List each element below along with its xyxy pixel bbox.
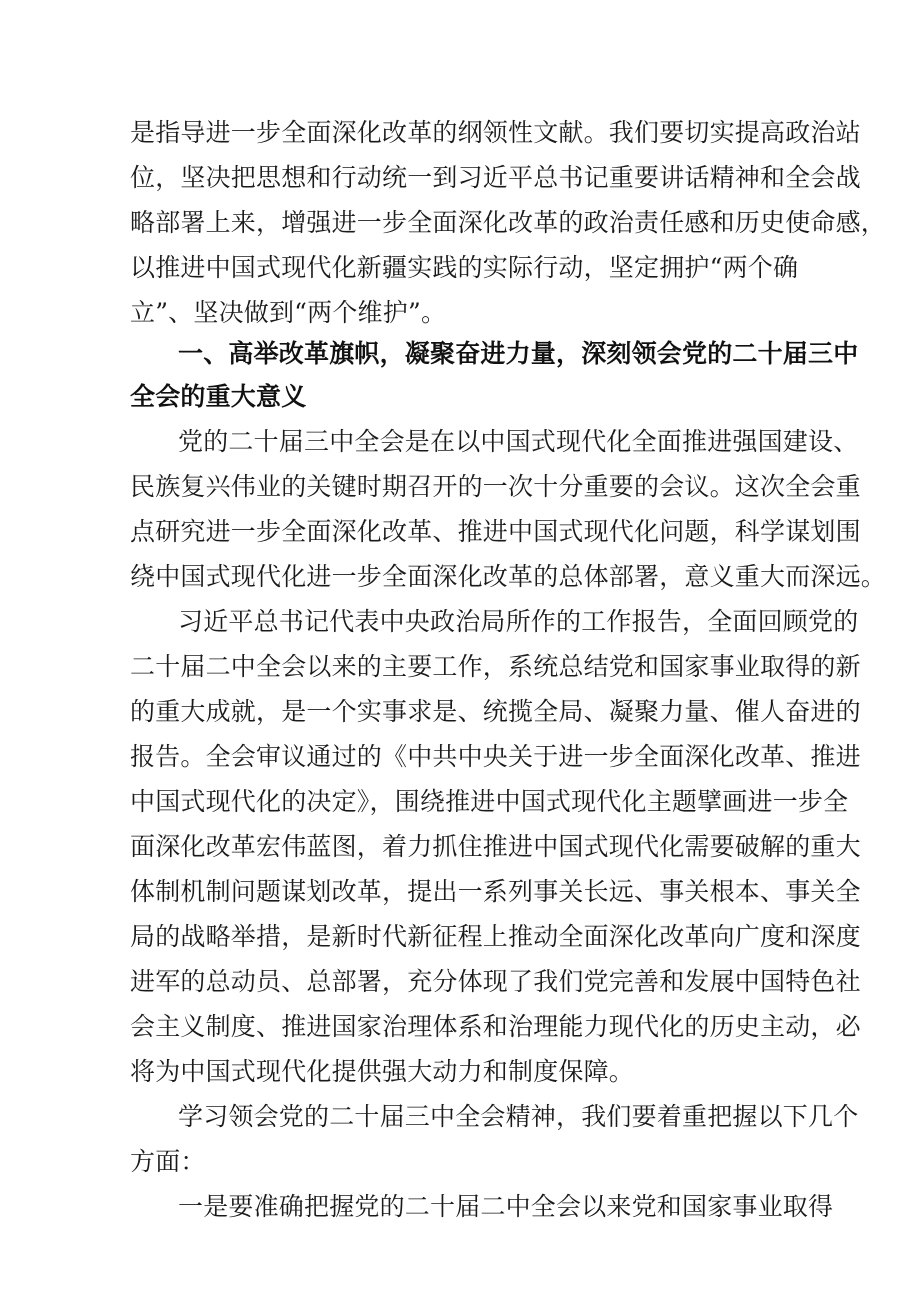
paragraph-2-line-10: 会主义制度、推进国家治理体系和治理能力现代化的历史主动，必 [130,1012,861,1041]
paragraph-2-line-4: 报告。全会审议通过的《中共中央关于进一步全面深化改革、推进 [130,742,861,771]
intro-line-2: 位，坚决把思想和行动统一到习近平总书记重要讲话精神和全会战 [130,163,861,192]
paragraph-4-line-1: 一是要准确把握党的二十届二中全会以来党和国家事业取得 [178,1192,834,1221]
paragraph-2-line-9: 进军的总动员、总部署，充分体现了我们党完善和发展中国特色社 [130,967,861,996]
paragraph-2-line-1: 习近平总书记代表中央政治局所作的工作报告，全面回顾党的 [178,607,859,636]
section-heading-line-2: 全会的重大意义 [130,382,307,411]
intro-line-1: 是指导进一步全面深化改革的纲领性文献。我们要切实提高政治站 [130,118,861,147]
intro-line-5: 立”、坚决做到“两个维护”。 [130,298,447,327]
paragraph-2-line-8: 局的战略举措，是新时代新征程上推动全面深化改革向广度和深度 [130,922,861,951]
paragraph-2-line-11: 将为中国式现代化提供强大动力和制度保障。 [130,1057,635,1086]
intro-line-4: 以推进中国式现代化新疆实践的实际行动，坚定拥护“两个确 [130,253,799,282]
paragraph-1-line-4: 绕中国式现代化进一步全面深化改革的总体部署，意义重大而深远。 [130,562,887,591]
paragraph-2-line-3: 的重大成就，是一个实事求是、统揽全局、凝聚力量、催人奋进的 [130,697,861,726]
paragraph-1-line-3: 点研究进一步全面深化改革、推进中国式现代化问题，科学谋划围 [130,517,861,546]
paragraph-1-line-2: 民族复兴伟业的关键时期召开的一次十分重要的会议。这次全会重 [130,472,861,501]
paragraph-2-line-2: 二十届二中全会以来的主要工作，系统总结党和国家事业取得的新 [130,652,861,681]
paragraph-2-line-6: 面深化改革宏伟蓝图，着力抓住推进中国式现代化需要破解的重大 [130,832,861,861]
paragraph-2-line-5: 中国式现代化的决定》，围绕推进中国式现代化主题擘画进一步全 [130,787,849,816]
paragraph-3-line-1: 学习领会党的二十届三中全会精神，我们要着重把握以下几个 [178,1102,859,1131]
section-heading-line-1: 一、高举改革旗帜，凝聚奋进力量，深刻领会党的二十届三中 [178,339,859,368]
paragraph-3-line-2: 方面： [130,1147,206,1176]
paragraph-2-line-7: 体制机制问题谋划改革，提出一系列事关长远、事关根本、事关全 [130,877,861,906]
intro-line-3: 略部署上来，增强进一步全面深化改革的政治责任感和历史使命感， [130,208,887,237]
paragraph-1-line-1: 党的二十届三中全会是在以中国式现代化全面推进强国建设、 [178,427,859,456]
